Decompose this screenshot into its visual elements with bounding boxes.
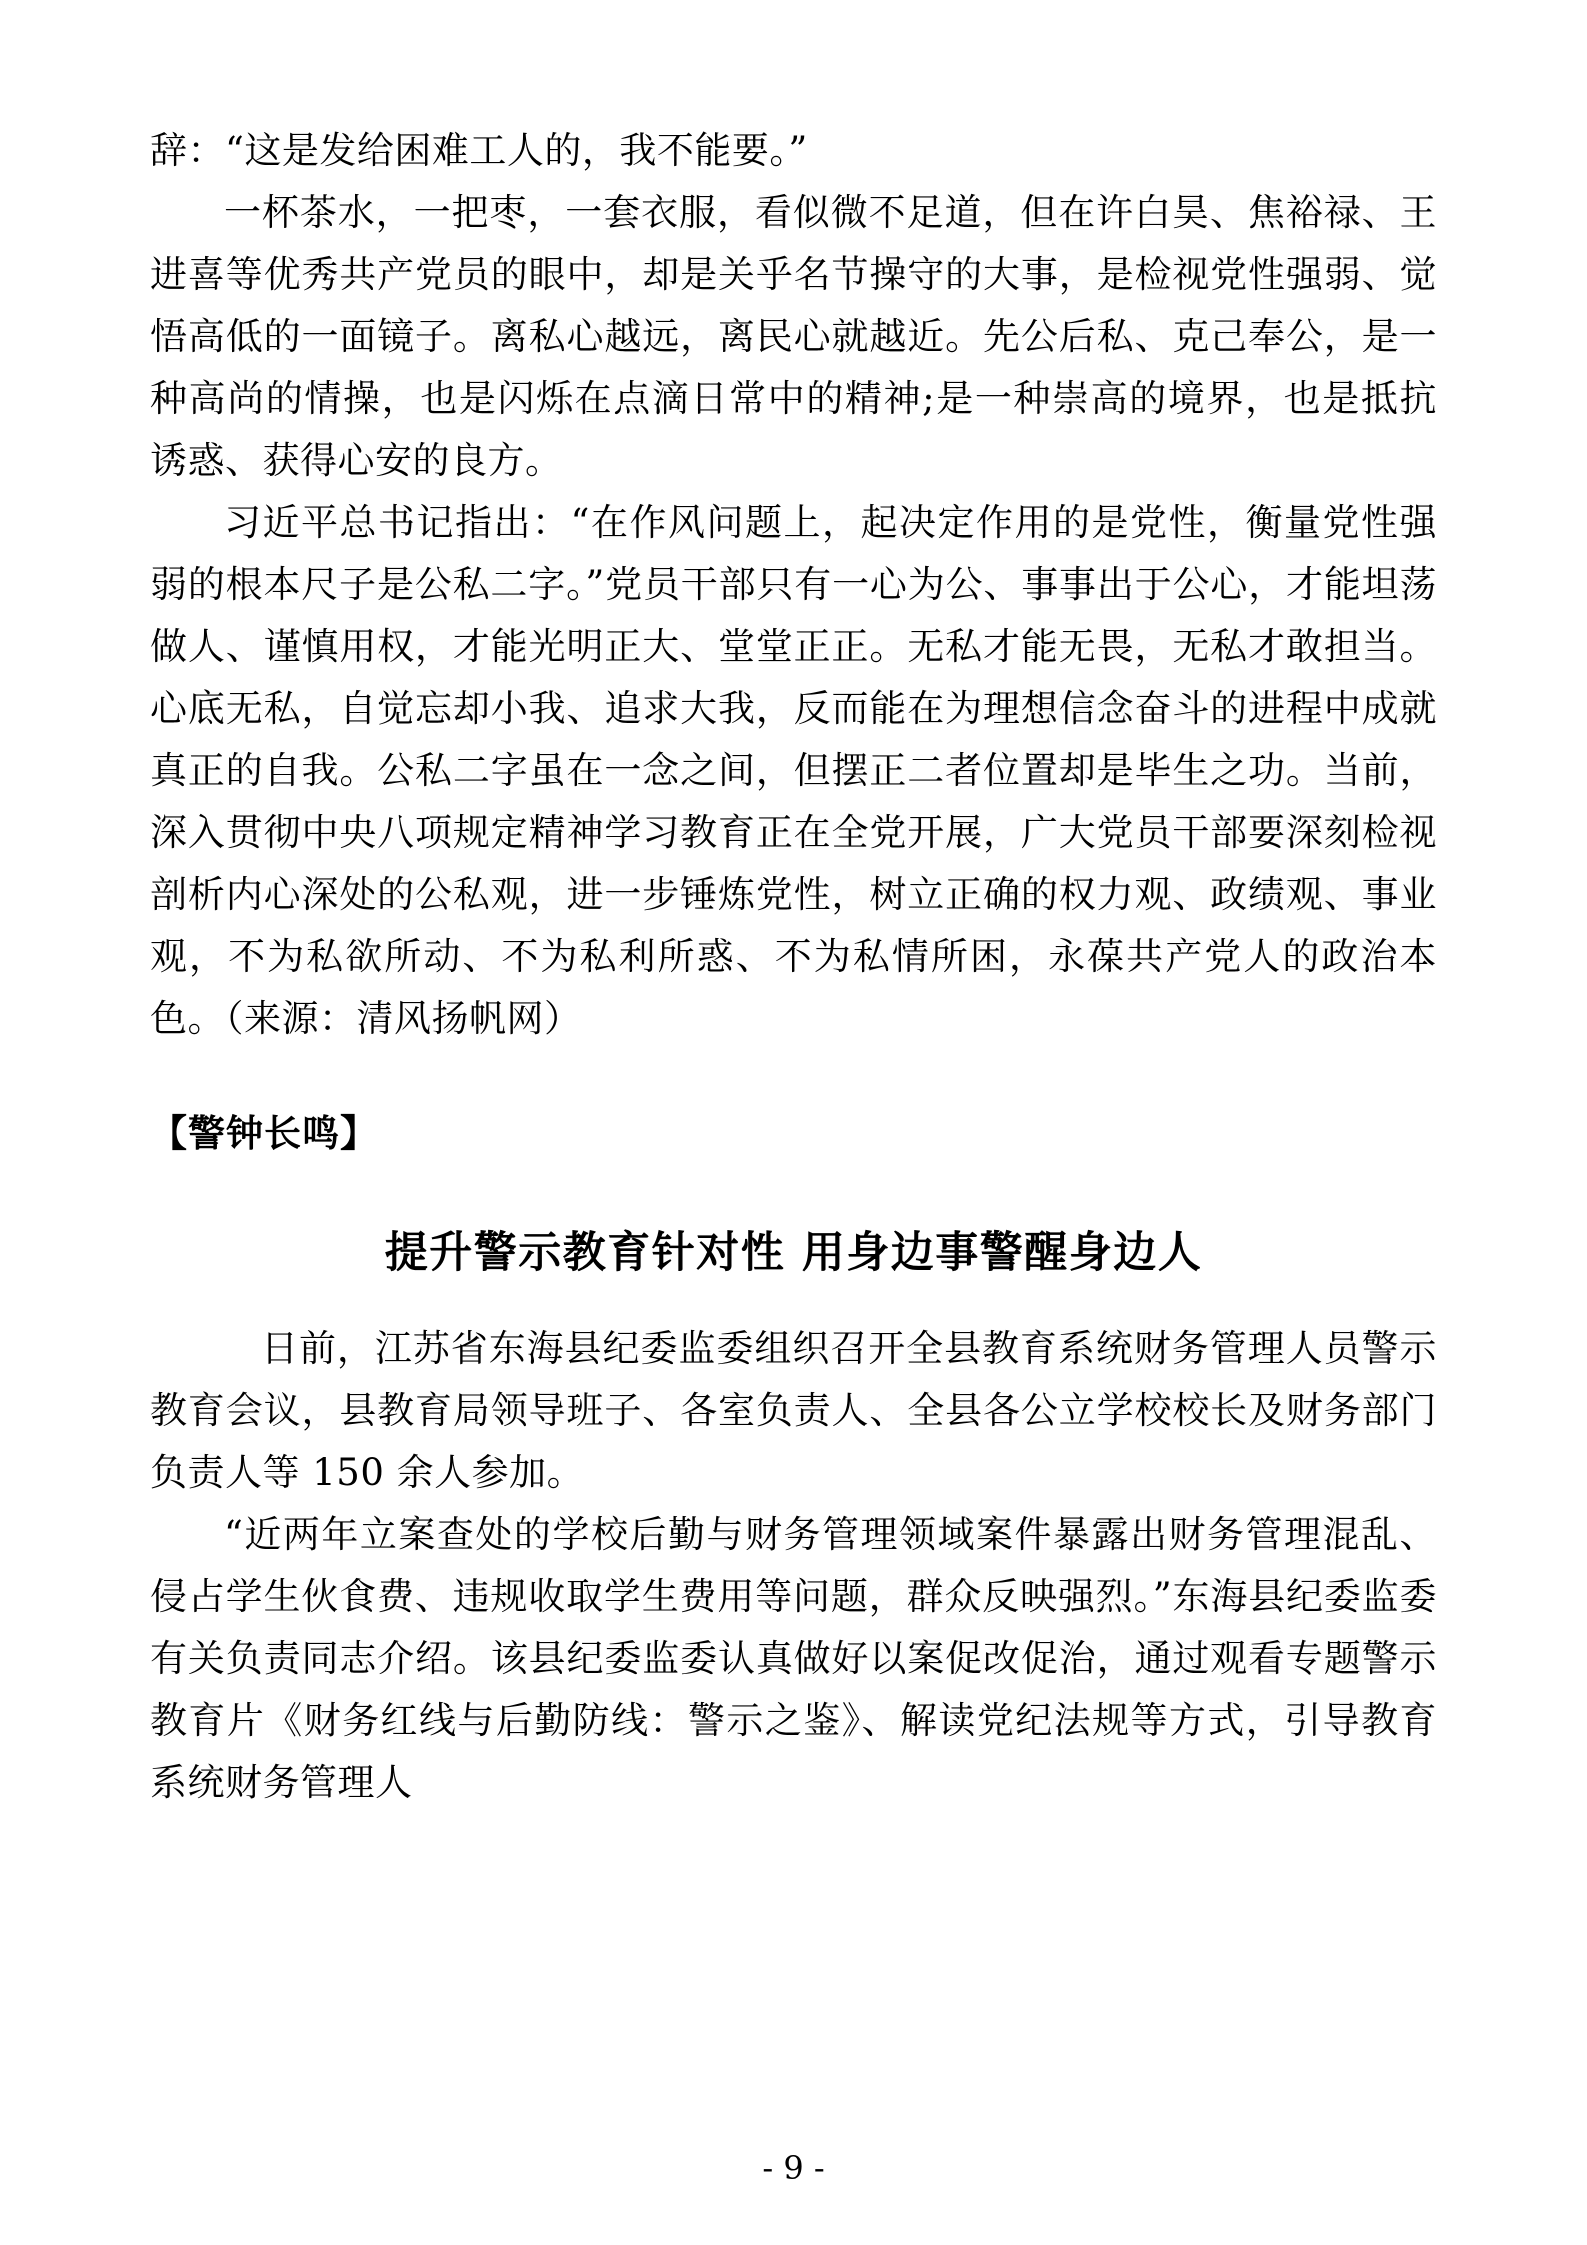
paragraph: 习近平总书记指出：“在作风问题上，起决定作用的是党性，衡量党性强弱的根本尺子是公私二字。”党员干部只有一心为公、事事出于公心，才能坦荡做人、谨慎用权，才能光明正大、堂堂正正。无私才能无畏，无私才敢担当。心底无私，自觉忘却小我、追求大我，反而能在为理想信念奋斗的进程中成就真正的自我。公私二字虽在一念之间，但摆正二者位置却是毕生之功。当前，深入贯彻中央八项规定精神学习教育正在全党开展，广大党员干部要深刻检视剖析内心深处的公私观，进一步锤炼党性，树立正确的权力观、政绩观、事业观，不为私欲所动、不为私利所惑、不为私情所困，永葆共产党人的政治本色。（来源：清风扬帆网） (150, 501, 1437, 1040)
paragraph: 日前，江苏省东海县纪委监委组织召开全县教育系统财务管理人员警示教育会议，县教育局领导班子、各室负责人、全县各公立学校校长及财务部门负责人等 150 余人参加。 (150, 1327, 1437, 1494)
article-title: 提升警示教育针对性 用身边事警醒身边人 (384, 1228, 1203, 1278)
paragraph-continuation: 辞：“这是发给困难工人的，我不能要。” (150, 129, 808, 172)
section-tag: 【警钟长鸣】 (150, 1111, 378, 1155)
page-number: - 9 - (762, 2149, 825, 2187)
article-body (150, 1318, 1437, 1814)
top-section (150, 120, 1437, 1050)
paragraph: “近两年立案查处的学校后勤与财务管理领域案件暴露出财务管理混乱、侵占学生伙食费、违规收取学生费用等问题，群众反映强烈。”东海县纪委监委有关负责同志介绍。该县纪委监委认真做好以案促改促治，通过观看专题警示教育片《财务红线与后勤防线：警示之鉴》、解读党纪法规等方式，引导教育系统财务管理人 (150, 1513, 1437, 1804)
paragraph: 一杯茶水，一把枣，一套衣服，看似微不足道，但在许白昊、焦裕禄、王进喜等优秀共产党员的眼中，却是关乎名节操守的大事，是检视党性强弱、觉悟高低的一面镜子。离私心越远，离民心就越近。先公后私、克己奉公，是一种高尚的情操，也是闪烁在点滴日常中的精神;是一种崇高的境界，也是抵抗诱惑、获得心安的良方。 (150, 191, 1437, 482)
